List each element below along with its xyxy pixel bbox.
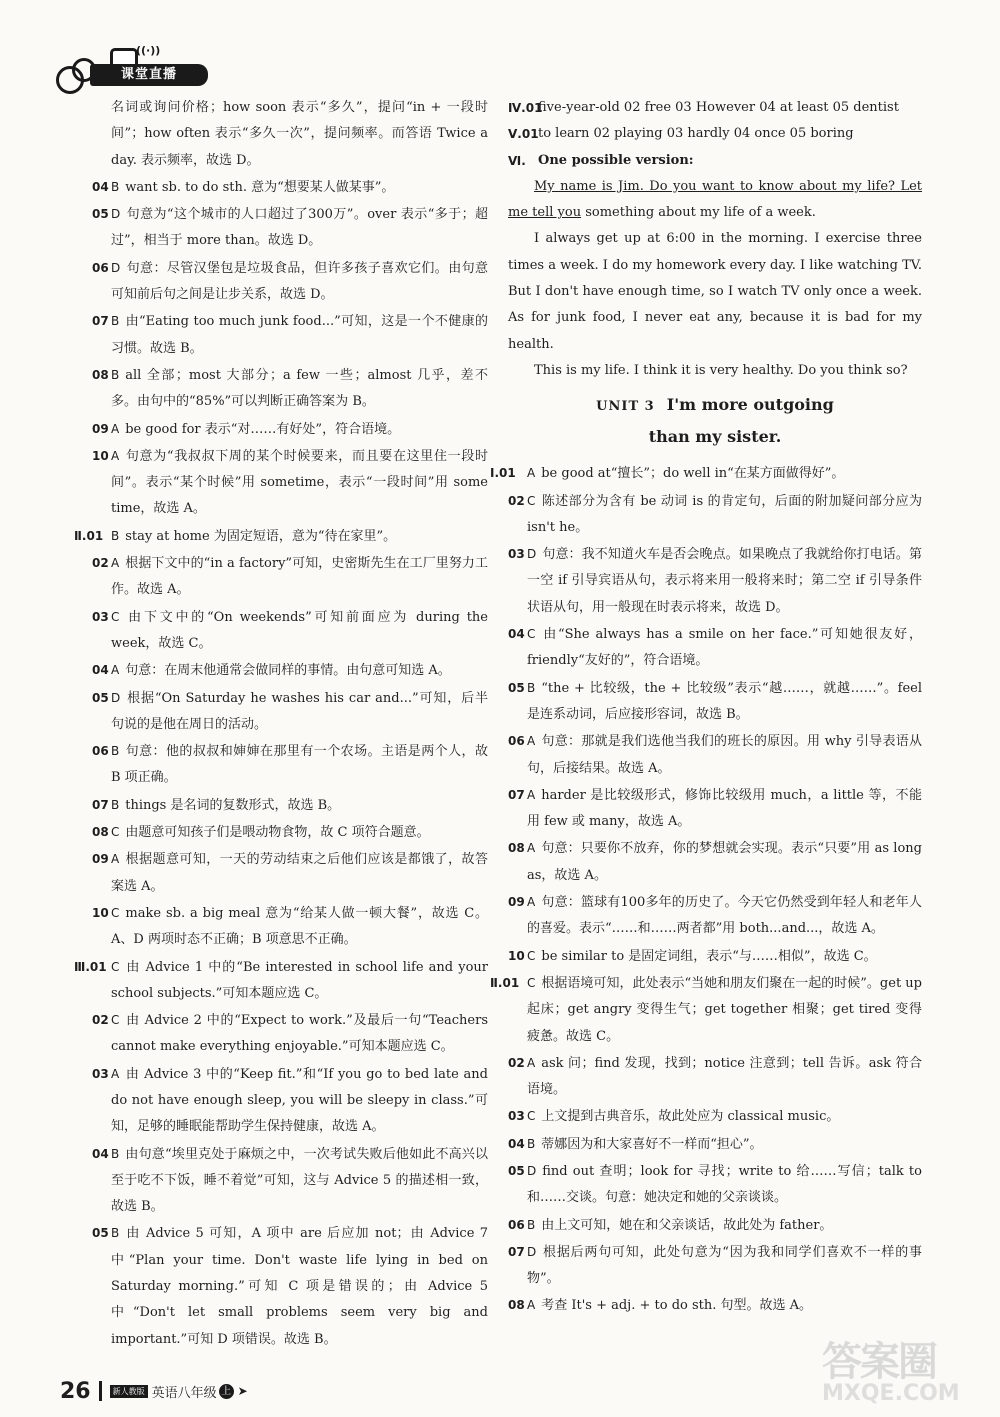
- explanation-text: One possible version:: [538, 152, 694, 168]
- explanation-text: find out 查明；look for 寻找；write to 给……写信；talk to 和……交谈。句意：她决定和她的父亲谈谈。: [527, 1163, 922, 1206]
- essay: [508, 174, 922, 384]
- answer-entry: [508, 1131, 922, 1158]
- explanation-text: 句意：我不知道火车是否会晚点。如果晚点了我就给你打电话。第一空 if 引导宾语从句，表示将来用一般将来时；第二空 if 引导条件状语从句，用一般现在时表示将来，故选 D。: [527, 547, 922, 615]
- answer-letter: B: [111, 797, 120, 812]
- answer-entry: [490, 460, 922, 487]
- answer-entry: [92, 550, 488, 604]
- explanation-text: 由题意可知孩子们是喂动物食物，故 C 项符合题意。: [125, 825, 430, 841]
- item-number: 08: [508, 1298, 525, 1313]
- answer-entry: [508, 943, 922, 970]
- answer-letter: B: [111, 314, 120, 329]
- unit-title-line1: I'm more outgoing: [666, 395, 834, 415]
- item-number: 04: [92, 1146, 109, 1161]
- item-number: 07: [508, 787, 525, 802]
- essay-paragraph: My name is Jim. Do you want to know about my life? Let me tell you something about my life of a week.: [508, 178, 922, 221]
- item-number: 07: [508, 1244, 525, 1259]
- answer-entry: [508, 488, 922, 542]
- answer-letter: A: [527, 734, 536, 749]
- left-column: [74, 95, 488, 1353]
- explanation-text: all 全部；most 大部分；a few 一些；almost 几乎，差不多。由句中的“85%”可以判断正确答案为 B。: [111, 367, 488, 410]
- explanation-text: ask 问；find 发现，找到；notice 注意到；tell 告诉。ask 符合语境。: [527, 1055, 922, 1098]
- answer-entry: [508, 541, 922, 621]
- item-number: Ⅱ.01: [74, 528, 104, 543]
- answer-entry: [508, 1158, 922, 1212]
- answer-entry: [508, 835, 922, 889]
- answer-letter: D: [527, 1163, 537, 1178]
- answer-letter: A: [111, 556, 120, 571]
- item-number: 08: [508, 841, 525, 856]
- item-number: 05: [92, 1226, 109, 1241]
- item-number: 07: [92, 314, 109, 329]
- answer-entry: [92, 362, 488, 416]
- answer-letter: B: [111, 367, 120, 382]
- item-number: Ⅳ.01: [508, 101, 543, 115]
- answer-entry: [92, 792, 488, 819]
- answer-entry: [508, 728, 922, 782]
- explanation-text: 上文提到古典音乐，故此处应为 classical music。: [541, 1109, 840, 1125]
- right-column: [490, 95, 922, 1320]
- answer-entry: [508, 782, 922, 836]
- volume-badge: 上: [219, 1384, 234, 1399]
- answer-letter: C: [527, 493, 536, 508]
- explanation-text: 由“Eating too much junk food...”可知，这是一个不健康的习惯。故选 B。: [111, 314, 488, 356]
- essay-paragraph: I always get up at 6:00 in the morning. I exercise three times a week. I do my homework every day. I like watching TV. But I don't have enough time, so I watch TV only once a week. As for junk food, I never eat any, because it is bad for my health.: [508, 231, 922, 352]
- explanation-text: stay at home 为固定短语，意为“待在家里”。: [125, 528, 397, 544]
- page-number: 26: [60, 1378, 91, 1404]
- answer-entry: [508, 675, 922, 729]
- answer-entry: [92, 657, 488, 684]
- answer-letter: C: [527, 1109, 536, 1124]
- answer-letter: C: [111, 1013, 120, 1028]
- item-number: Ⅱ.01: [490, 975, 520, 990]
- answer-letter: A: [527, 841, 536, 856]
- essay-paragraph: This is my life. I think it is very healthy. Do you think so?: [534, 362, 908, 378]
- answer-letter: A: [527, 1298, 536, 1313]
- answer-entry: [92, 416, 488, 443]
- explanation-text: 根据后两句可知，此处句意为“因为我和同学们喜欢不一样的事物”。: [527, 1244, 922, 1287]
- subject-label: 英语八年级: [151, 1385, 217, 1401]
- watermark-text: 答案圈: [822, 1339, 936, 1385]
- answer-letter: C: [111, 905, 120, 920]
- answer-letter: B: [527, 680, 536, 695]
- answer-entry: [508, 1212, 922, 1239]
- item-number: 02: [508, 493, 525, 508]
- item-number: Ⅲ.01: [74, 959, 107, 974]
- explanation-text: be good at“擅长”；do well in“在某方面做得好”。: [541, 466, 845, 482]
- answer-entry: [508, 1239, 922, 1293]
- item-number: 07: [92, 797, 109, 812]
- answer-letter: C: [111, 959, 120, 974]
- explanation-text: 陈述部分为含有 be 动词 is 的肯定句，后面的附加疑问部分应为 isn't he。: [527, 493, 922, 535]
- answer-letter: A: [111, 421, 120, 436]
- explanation-text: make sb. a big meal 意为“给某人做一顿大餐”，故选 C。A、D 两项时态不正确；B 项意思不正确。: [111, 905, 488, 948]
- answer-letter: C: [527, 627, 536, 642]
- answer-entry: [92, 846, 488, 900]
- item-number: 05: [92, 207, 109, 222]
- explanation-text: 根据下文中的“in a factory”可知，史密斯先生在工厂里努力工作。故选 A。: [111, 556, 488, 598]
- watermark-url: MXQE.COM: [822, 1381, 960, 1406]
- explanation-text: 句意：在周末他通常会做同样的事情。由句意可知选 A。: [125, 663, 451, 679]
- item-number: 04: [92, 179, 109, 194]
- answer-letter: D: [527, 1244, 537, 1259]
- answer-letter: C: [111, 825, 120, 840]
- answer-letter: B: [111, 528, 120, 543]
- answer-letter: D: [111, 207, 121, 222]
- item-number: 10: [92, 905, 109, 920]
- explanation-text: 句意：篮球有100多年的历史了。今天它仍然受到年轻人和老年人的喜爱。表示“……和……两者都”用 both...and...，故选 A。: [527, 895, 922, 937]
- item-number: 02: [92, 556, 109, 571]
- explanation-text: be similar to 是固定词组，表示“与……相似”，故选 C。: [541, 948, 877, 964]
- answer-letter: C: [527, 975, 536, 990]
- answer-letter: A: [111, 1066, 120, 1081]
- answer-entry: [92, 1141, 488, 1221]
- explanation-text: 由上文可知，她在和父亲谈话，故此处为 father。: [541, 1217, 833, 1233]
- answer-entry: [92, 685, 488, 739]
- explanation-text: be good for 表示“对……有好处”，符合语境。: [125, 421, 401, 437]
- explanation-text: things 是名词的复数形式，故选 B。: [125, 797, 341, 813]
- explanation-text: 由句意“埃里克处于麻烦之中，一次考试失败后他如此不高兴以至于吃不下饭，睡不着觉”可知，这与 Advice 5 的描述相一致，故选 B。: [111, 1146, 488, 1215]
- explanation-text: 由 Advice 3 中的“Keep fit.”和“If you go to bed late and do not have enough sleep, you will be sleepy in class.”可知，足够的睡眠能帮助学生保持健康，故选 A。: [111, 1066, 488, 1135]
- explanation-text: 由 Advice 1 中的“Be interested in school life and your school subjects.”可知本题应选 C。: [111, 959, 488, 1001]
- answer-letter: B: [527, 1217, 536, 1232]
- answer-letter: A: [527, 466, 536, 481]
- item-number: 04: [508, 627, 525, 642]
- item-number: 10: [92, 448, 109, 463]
- signal-icon: ((·)): [136, 44, 161, 57]
- explanation-text: 由“She always has a smile on her face.”可知她很友好，friendly“友好的”，符合语境。: [527, 627, 922, 669]
- watermark: [822, 1330, 982, 1410]
- answer-letter: C: [527, 948, 536, 963]
- item-number: 05: [92, 690, 109, 705]
- answer-entry: [508, 1292, 922, 1319]
- explanation-text: 句意：他的叔叔和婶婶在那里有一个农场。主语是两个人，故 B 项正确。: [111, 744, 488, 786]
- answer-letter: A: [111, 852, 120, 867]
- answer-letter: A: [527, 1055, 536, 1070]
- answer-letter: D: [527, 547, 537, 562]
- item-number: 03: [508, 1109, 525, 1124]
- answer-entry: [92, 1220, 488, 1352]
- answer-entry: [92, 308, 488, 362]
- explanation-text: harder 是比较级形式，修饰比较级用 much，a little 等，不能用 few 或 many，故选 A。: [527, 787, 922, 830]
- item-number: 05: [508, 680, 525, 695]
- answer-entry: [92, 604, 488, 658]
- answer-entry: [508, 95, 922, 121]
- item-number: 04: [92, 663, 109, 678]
- explanation-text: 蒂娜因为和大家喜好不一样而“担心”。: [541, 1136, 763, 1152]
- item-number: 09: [92, 421, 109, 436]
- unit-title-line2: than my sister.: [648, 427, 782, 447]
- answer-entry: [508, 1103, 922, 1130]
- item-number: 03: [508, 547, 525, 562]
- unit-label: UNIT 3: [596, 399, 655, 415]
- unit-heading: [508, 390, 922, 452]
- essay-underlined-opening: My name is Jim. Do you want to know about my life? Let me tell you: [508, 178, 922, 221]
- logo-text: 课堂直播: [90, 64, 208, 86]
- item-number: 09: [508, 895, 525, 910]
- item-number: Ⅵ.: [508, 153, 526, 168]
- item-number: 04: [508, 1136, 525, 1151]
- explanation-text: 句意：那就是我们选他当我们的班长的原因。用 why 引导表语从句，后接结果。故选 A。: [527, 734, 922, 776]
- explanation-text: to learn 02 playing 03 hardly 04 once 05 boring: [538, 126, 854, 142]
- answer-entry: [508, 621, 922, 675]
- answer-entry: [92, 900, 488, 954]
- explanation-text: 考查 It's + adj. + to do sth. 句型。故选 A。: [541, 1298, 813, 1314]
- answer-letter: A: [111, 663, 120, 678]
- explanation-text: want sb. to do sth. 意为“想要某人做某事”。: [125, 179, 395, 195]
- answer-entry: [92, 738, 488, 792]
- answer-entry: [74, 954, 488, 1008]
- item-number: 03: [92, 609, 109, 624]
- answer-letter: A: [111, 448, 120, 463]
- answer-letter: A: [527, 787, 536, 802]
- explanation-text: 句意为“我叔叔下周的某个时候要来，而且要在这里住一段时间”。表示“某个时候”用 sometime，表示“一段时间”用 some time，故选 A。: [111, 448, 488, 517]
- item-number: 06: [508, 734, 525, 749]
- answer-letter: A: [527, 895, 536, 910]
- answer-entry: [490, 970, 922, 1050]
- answer-letter: B: [111, 1226, 120, 1241]
- answer-entry: [74, 523, 488, 550]
- item-number: 06: [92, 744, 109, 759]
- answer-letter: B: [111, 1146, 120, 1161]
- item-number: Ⅴ.01: [508, 127, 539, 142]
- explanation-text: 句意：尽管汉堡包是垃圾食品，但许多孩子喜欢它们。由句意可知前后句之间是让步关系，故选 D。: [111, 260, 488, 303]
- answer-letter: D: [111, 690, 121, 705]
- answer-letter: B: [111, 179, 120, 194]
- explanation-text: 由 Advice 2 中的“Expect to work.”及最后一句“Teachers cannot make everything enjoyable.”可知本题应选 C。: [111, 1013, 488, 1055]
- answer-entry: [508, 1050, 922, 1104]
- answer-entry: [92, 201, 488, 255]
- item-number: 08: [92, 367, 109, 382]
- explanation-text: 根据“On Saturday he washes his car and...”可知，后半句说的是他在周日的活动。: [111, 690, 488, 732]
- answer-letter: D: [111, 260, 121, 275]
- explanation-text: 名词或询问价格；how soon 表示“多久”，提问“in + 一段时间”；how often 表示“多久一次”，提问频率。而答语 Twice a day. 表示频率，故选 D。: [111, 100, 488, 168]
- explanation-text: 由 Advice 5 可知，A 项中 are 后应加 not；由 Advice 7 中“Plan your time. Don't waste life lying in bed on Saturday morning.”可知 C 项是错误的；由 Advice 5 中“Don't let small problems seem very big and important.”可知 D 项错误。故选 B。: [111, 1226, 488, 1347]
- item-number: 02: [508, 1055, 525, 1070]
- item-number: 02: [92, 1013, 109, 1028]
- answer-entry: [92, 174, 488, 201]
- item-number: 06: [92, 260, 109, 275]
- explanation-text: 根据题意可知，一天的劳动结束之后他们应该是都饿了，故答案选 A。: [111, 852, 488, 894]
- item-number: 08: [92, 825, 109, 840]
- item-number: 05: [508, 1163, 525, 1178]
- explanation-text: 由下文中的“On weekends”可知前面应为 during the week，故选 C。: [111, 609, 488, 651]
- answer-letter: B: [527, 1136, 536, 1151]
- explanation-text: 句意为“这个城市的人口超过了300万”。over 表示“多于；超过”，相当于 more than。故选 D。: [111, 207, 488, 249]
- answer-entry: [92, 95, 488, 174]
- answer-entry: [92, 1061, 488, 1141]
- answer-letter: B: [111, 744, 120, 759]
- answer-entry: [92, 443, 488, 523]
- footer-divider: [99, 1381, 102, 1401]
- answer-entry: [92, 255, 488, 309]
- page-footer: [60, 1380, 248, 1402]
- answer-letter: C: [111, 609, 120, 624]
- explanation-text: “the + 比较级，the + 比较级”表示“越……，就越……”。feel 是连系动词，后应接形容词，故选 B。: [527, 680, 922, 722]
- item-number: 06: [508, 1217, 525, 1232]
- brand-logo: [50, 44, 210, 90]
- answer-entry: [508, 148, 922, 174]
- answer-entry: [508, 121, 922, 147]
- item-number: 10: [508, 948, 525, 963]
- item-number: 03: [92, 1066, 109, 1081]
- arrow-icon: ➤: [237, 1384, 248, 1398]
- answer-entry: [508, 889, 922, 943]
- explanation-text: 根据语境可知，此处表示“当她和朋友们聚在一起的时候”。get up 起床；get angry 变得生气；get together 相聚；get tired 变得疲惫。故选 C。: [527, 975, 922, 1044]
- answer-entry: [92, 819, 488, 846]
- item-number: Ⅰ.01: [490, 466, 516, 481]
- item-number: 09: [92, 852, 109, 867]
- explanation-text: five-year-old 02 free 03 However 04 at least 05 dentist: [538, 100, 899, 115]
- answer-entry: [92, 1007, 488, 1061]
- edition-badge: 新人教版: [110, 1385, 148, 1398]
- explanation-text: 句意：只要你不放弃，你的梦想就会实现。表示“只要”用 as long as，故选 A。: [527, 841, 922, 883]
